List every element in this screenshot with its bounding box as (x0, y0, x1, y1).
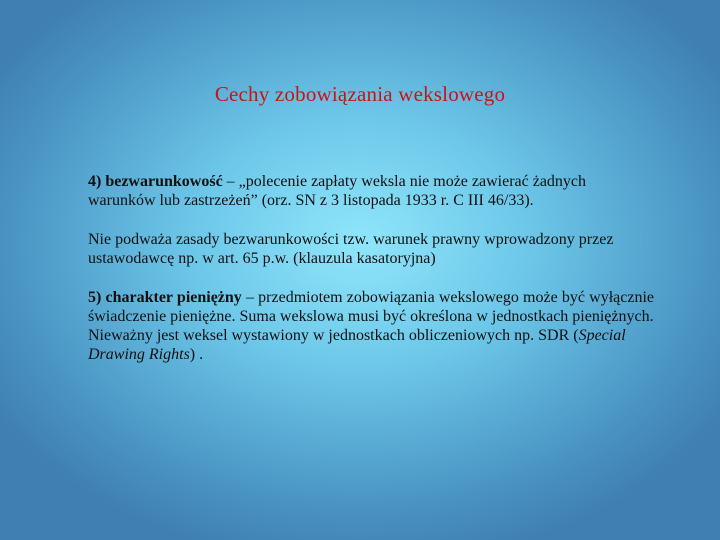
slide-title: Cechy zobowiązania wekslowego (214, 82, 506, 106)
point-5-text: – przedmiotem zobowiązania wekslowego może być wyłącznie świadczenie pieniężne. Suma wekslowa musi być określona w jednostkach pieniężnych. (88, 289, 654, 325)
point-4-lead: 4) bezwarunkowość (88, 173, 223, 190)
point-4-paragraph (88, 172, 654, 210)
point-4-text: – „polecenie zapłaty weksla nie może zawierać żadnych warunków lub zastrzeżeń” (orz. SN z 3 listopada 1933 r. C III 46/33). (88, 173, 587, 209)
point-5-note-italic: Special Drawing Rights (88, 327, 626, 363)
point-5-lead: 5) charakter pieniężny (88, 289, 242, 306)
point-5-note (88, 326, 654, 364)
point-5-note-text-before: Nieważny jest weksel wystawiony w jednostkach obliczeniowych np. SDR ( (88, 327, 579, 344)
slide-body (88, 172, 654, 364)
point-5-paragraph (88, 288, 654, 326)
point-5-note-text-after: ) . (189, 346, 204, 363)
point-4-note: Nie podważa zasady bezwarunkowości tzw. warunek prawny wprowadzony przez ustawodawcę np. w art. 65 p.w. (klauzula kasatoryjna) (88, 231, 614, 267)
